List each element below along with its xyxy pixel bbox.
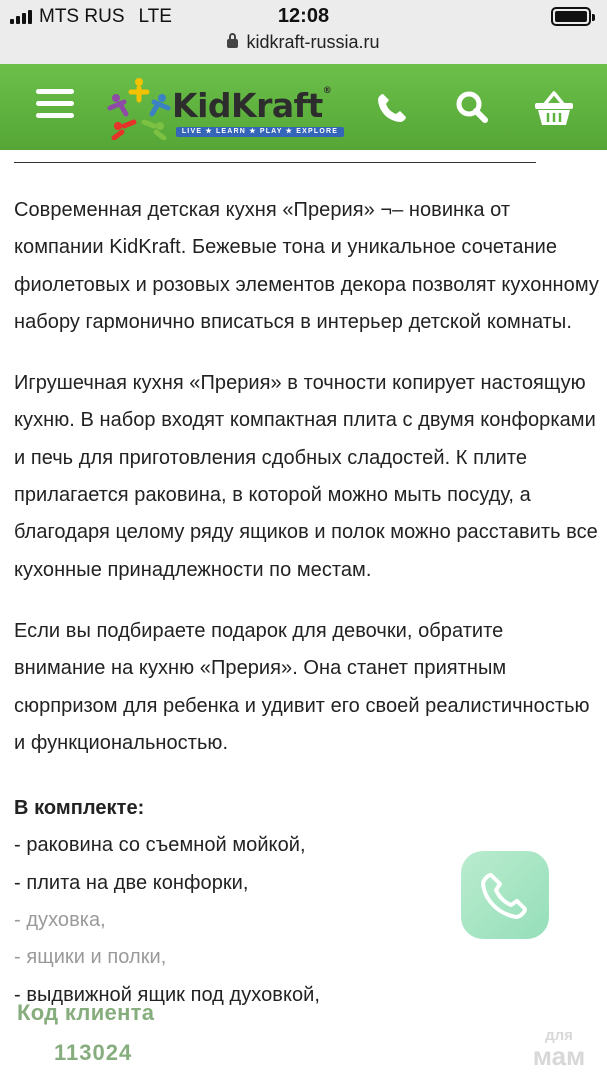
- menu-icon: [36, 89, 74, 118]
- site-logo[interactable]: [104, 76, 350, 140]
- watermark-client-code-number: 113024: [54, 1040, 133, 1065]
- search-icon: [452, 88, 492, 128]
- url-text: kidkraft-russia.ru: [246, 32, 380, 52]
- kit-heading: В комплекте:: [14, 797, 145, 820]
- watermark-brand-big: мам: [532, 1041, 586, 1071]
- cart-button[interactable]: [532, 88, 576, 128]
- carrier-name: MTS RUS: [39, 6, 125, 27]
- phone-icon: [461, 851, 549, 939]
- menu-button[interactable]: [36, 89, 74, 125]
- kit-item: - плита на две конфорки,: [14, 871, 249, 894]
- logo-wordmark: [172, 86, 331, 125]
- network-type: LTE: [138, 6, 172, 27]
- article-paragraph: Игрушечная кухня «Прерия» в точности копирует настоящую кухню. В набор входят компактная плита с двумя конфорками и печь для приготовления сдобных сладостей. К плите прилагается раковина, в которой можно мыть посуду, а благодаря целому ряду ящиков и полок можно расставить все кухонные принадлежности по местам.: [14, 372, 598, 581]
- status-time: 12:08: [277, 5, 330, 27]
- logo-trademark: ®: [322, 86, 332, 96]
- logo-tagline: LIVE ★ LEARN ★ PLAY ★ EXPLORE: [176, 127, 344, 137]
- phone-icon: [372, 88, 412, 128]
- basket-icon: [532, 88, 576, 128]
- watermark-brand-small: для: [545, 1027, 573, 1044]
- call-button[interactable]: [372, 88, 412, 128]
- logo-name: KidKraft: [172, 86, 323, 125]
- kit-item: - раковина со съемной мойкой,: [14, 834, 306, 857]
- kit-item: - выдвижной ящик под духовкой,: [14, 983, 320, 1006]
- watermark-brand-logo: [522, 1027, 596, 1071]
- kids-figures-icon: [104, 76, 174, 140]
- battery-icon: [551, 7, 591, 26]
- kit-item: - ящики и полки,: [14, 946, 167, 969]
- battery-level: [555, 11, 587, 22]
- article-paragraph: Современная детская кухня «Прерия» ¬– новинка от компании KidKraft. Бежевые тона и уникальное сочетание фиолетовых и розовых элементов декора позволят кухонному набору гармонично вписаться в интерьер детской комнаты.: [14, 199, 599, 333]
- status-bar: [0, 0, 607, 64]
- divider-line: [14, 162, 536, 163]
- kit-item: - духовка,: [14, 909, 106, 932]
- site-header: [0, 64, 607, 150]
- article-paragraph: Если вы подбираете подарок для девочки, обратите внимание на кухню «Прерия». Она станет приятным сюрпризом для ребенка и удивит его своей реалистичностью и функциональностью.: [14, 619, 590, 754]
- address-bar[interactable]: [0, 32, 607, 53]
- floating-call-button[interactable]: [461, 851, 549, 939]
- search-button[interactable]: [452, 88, 492, 128]
- watermark-client-code-label: Код клиента: [17, 1000, 155, 1025]
- lock-icon: [227, 39, 238, 48]
